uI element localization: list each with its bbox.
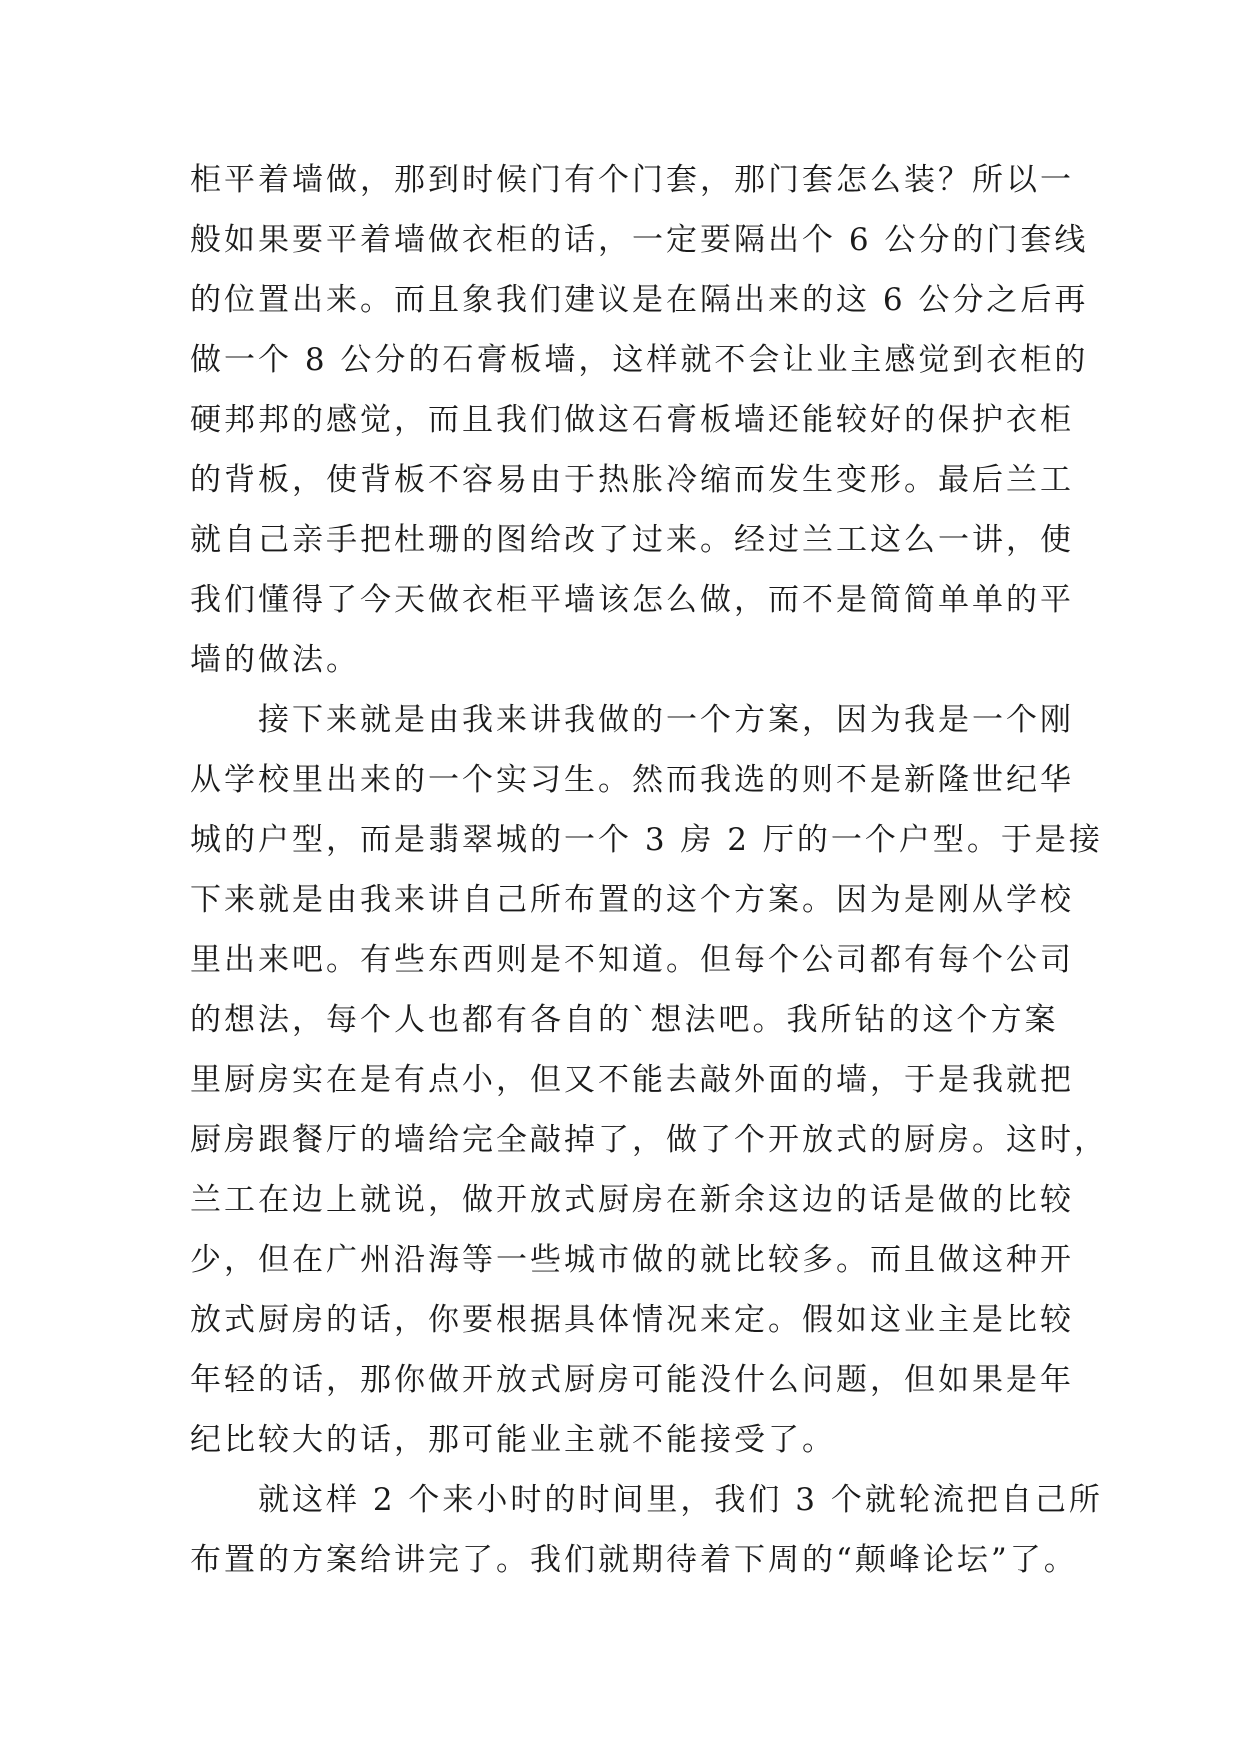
paragraph-2-line-2: 从学校里出来的一个实习生。然而我选的则不是新隆世纪华 bbox=[190, 762, 1074, 798]
paragraph-2-line-11: 放式厨房的话，你要根据具体情况来定。假如这业主是比较 bbox=[190, 1302, 1074, 1338]
paragraph-1-line-9: 墙的做法。 bbox=[190, 642, 360, 678]
paragraph-1-line-5: 硬邦邦的感觉，而且我们做这石膏板墙还能较好的保护衣柜 bbox=[190, 402, 1074, 438]
paragraph-2-line-12: 年轻的话，那你做开放式厨房可能没什么问题，但如果是年 bbox=[190, 1362, 1074, 1398]
paragraph-3-line-1: 就这样 2 个来小时的时间里，我们 3 个就轮流把自己所 bbox=[258, 1482, 1103, 1518]
paragraph-2-line-9: 兰工在边上就说，做开放式厨房在新余这边的话是做的比较 bbox=[190, 1182, 1074, 1218]
paragraph-1-line-6: 的背板，使背板不容易由于热胀冷缩而发生变形。最后兰工 bbox=[190, 462, 1074, 498]
paragraph-2-line-10: 少，但在广州沿海等一些城市做的就比较多。而且做这种开 bbox=[190, 1242, 1074, 1278]
document-body bbox=[190, 150, 1108, 1590]
paragraph-1-line-2: 般如果要平着墙做衣柜的话，一定要隔出个 6 公分的门套线 bbox=[190, 222, 1089, 258]
paragraph-2-line-13: 纪比较大的话，那可能业主就不能接受了。 bbox=[190, 1422, 836, 1458]
paragraph-3-line-2: 布置的方案给讲完了。我们就期待着下周的“颠峰论坛”了。 bbox=[190, 1542, 1078, 1578]
paragraph-1-line-8: 我们懂得了今天做衣柜平墙该怎么做，而不是简简单单的平 bbox=[190, 582, 1074, 618]
paragraph-2-line-8: 厨房跟餐厅的墙给完全敲掉了，做了个开放式的厨房。这时， bbox=[190, 1122, 1108, 1158]
paragraph-1-line-4: 做一个 8 公分的石膏板墙，这样就不会让业主感觉到衣柜的 bbox=[190, 342, 1089, 378]
paragraph-1-line-3: 的位置出来。而且象我们建议是在隔出来的这 6 公分之后再 bbox=[190, 282, 1089, 318]
paragraph-2-line-5: 里出来吧。有些东西则是不知道。但每个公司都有每个公司 bbox=[190, 942, 1074, 978]
paragraph-2-line-7: 里厨房实在是有点小，但又不能去敲外面的墙，于是我就把 bbox=[190, 1062, 1074, 1098]
paragraph-2-line-6: 的想法，每个人也都有各自的`想法吧。我所钻的这个方案 bbox=[190, 1002, 1059, 1038]
paragraph-1-line-7: 就自己亲手把杜珊的图给改了过来。经过兰工这么一讲，使 bbox=[190, 522, 1074, 558]
paragraph-1-line-1: 柜平着墙做，那到时候门有个门套，那门套怎么装？所以一 bbox=[190, 162, 1074, 198]
paragraph-2-line-3: 城的户型，而是翡翠城的一个 3 房 2 厅的一个户型。于是接 bbox=[190, 822, 1103, 858]
paragraph-2-line-4: 下来就是由我来讲自己所布置的这个方案。因为是刚从学校 bbox=[190, 882, 1074, 918]
paragraph-2-line-1: 接下来就是由我来讲我做的一个方案，因为我是一个刚 bbox=[258, 702, 1074, 738]
